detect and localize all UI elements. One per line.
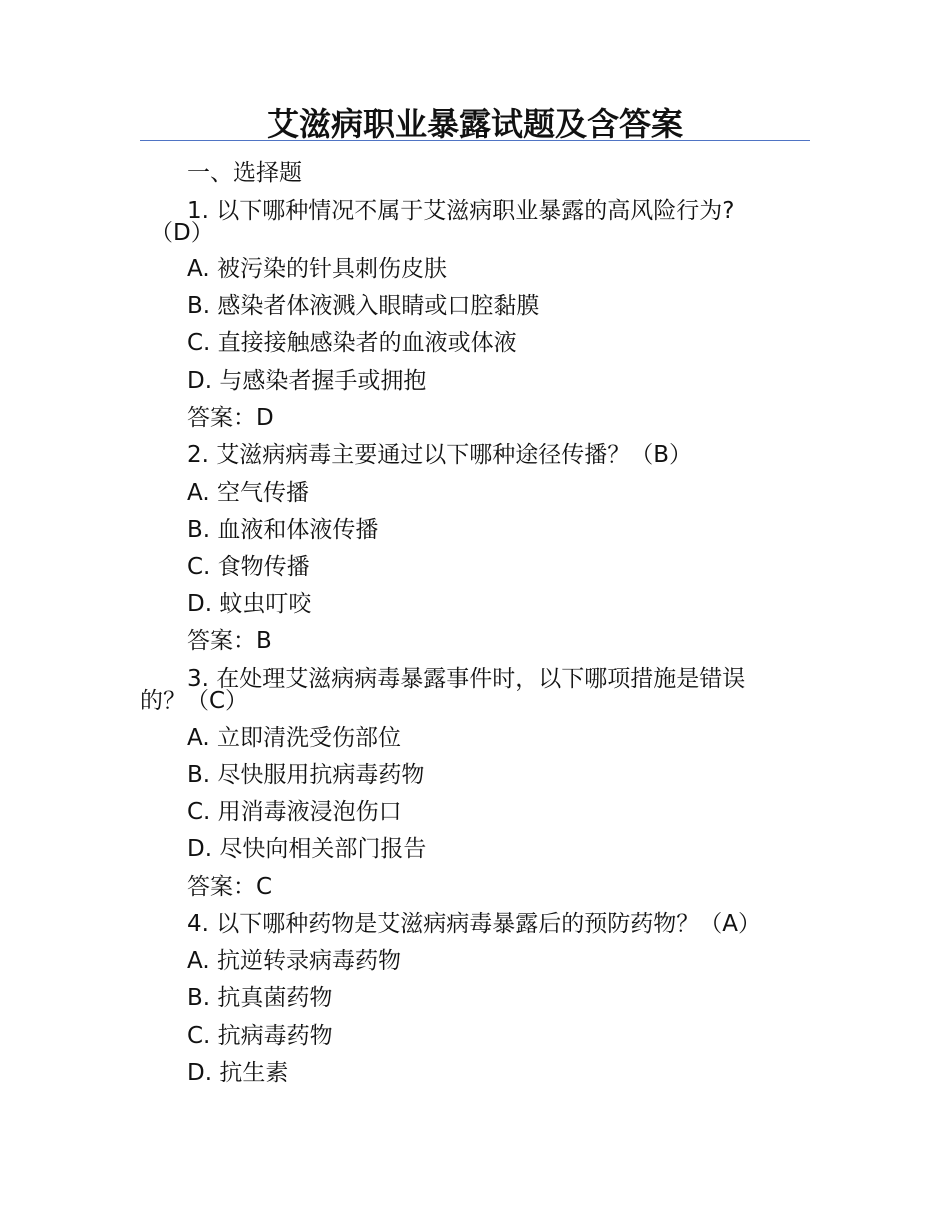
question-2-option-d: D. 蚊虫叮咬: [187, 591, 312, 617]
question-3-option-a: A. 立即清洗受伤部位: [187, 725, 401, 751]
question-4-option-b: B. 抗真菌药物: [187, 985, 333, 1011]
question-2-option-b: B. 血液和体液传播: [187, 517, 379, 543]
question-4-option-c: C. 抗病毒药物: [187, 1023, 333, 1049]
question-3-option-b: B. 尽快服用抗病毒药物: [187, 762, 425, 788]
section-heading: 一、选择题: [187, 160, 302, 186]
question-2-answer: 答案：B: [187, 628, 272, 654]
document-title: 艾滋病职业暴露试题及含答案: [266, 105, 683, 143]
question-1-option-d: D. 与感染者握手或拥抱: [187, 368, 427, 394]
question-1-option-c: C. 直接接触感染者的血液或体液: [187, 330, 517, 356]
question-1-option-a: A. 被污染的针具刺伤皮肤: [187, 256, 447, 282]
question-4-stem: 4. 以下哪种药物是艾滋病病毒暴露后的预防药物？（A）: [187, 911, 761, 937]
title-underline: [140, 140, 810, 141]
question-1-option-b: B. 感染者体液溅入眼睛或口腔黏膜: [187, 293, 540, 319]
question-2-stem: 2. 艾滋病病毒主要通过以下哪种途径传播？（B）: [187, 442, 693, 468]
question-1-stem: 1. 以下哪种情况不属于艾滋病职业暴露的高风险行为?: [187, 198, 735, 224]
question-2-option-c: C. 食物传播: [187, 554, 310, 580]
question-4-option-d: D. 抗生素: [187, 1060, 289, 1086]
question-3-option-c: C. 用消毒液浸泡伤口: [187, 799, 402, 825]
question-1-answer: 答案：D: [187, 405, 274, 431]
question-2-option-a: A. 空气传播: [187, 480, 309, 506]
question-3-stem: 3. 在处理艾滋病病毒暴露事件时，以下哪项措施是错误: [187, 666, 746, 692]
question-4-option-a: A. 抗逆转录病毒药物: [187, 948, 401, 974]
question-3-option-d: D. 尽快向相关部门报告: [187, 836, 427, 862]
question-3-answer: 答案：C: [187, 874, 273, 900]
question-1-stem-tail: （D）: [150, 220, 214, 246]
question-3-stem-tail: 的？（C）: [140, 688, 249, 714]
